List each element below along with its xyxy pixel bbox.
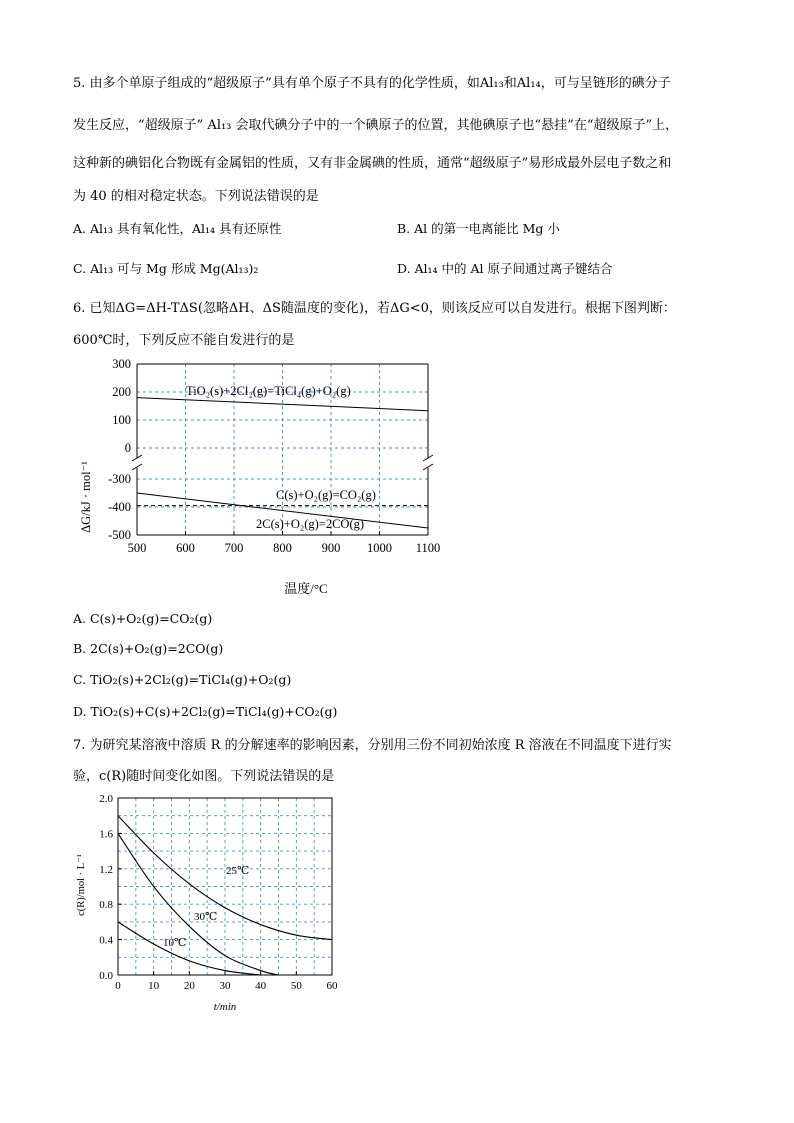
chart2-label-10c: 10℃ <box>163 937 187 949</box>
chart2-xtick-10: 10 <box>148 980 160 992</box>
chart2-ytick-0.4: 0.4 <box>99 934 113 947</box>
q6-line-1: 6. 已知ΔG=ΔH-TΔS(忽略ΔH、ΔS随温度的变化)，若ΔG<0，则该反应可以自发进行。根据下图判断： <box>73 301 676 316</box>
q5-line-2: 发生反应，“超级原子” Al₁₃ 会取代碘分子中的一个碘原子的位置，其他碘原子也“悬挂”在“超级原子”上， <box>73 118 679 133</box>
chart1-ytick--500: -500 <box>108 528 131 542</box>
chart2-ytick-1.6: 1.6 <box>99 828 113 841</box>
chart1-ytick--400: -400 <box>108 500 131 514</box>
chart1-xtick-500: 500 <box>127 541 147 555</box>
q6-option-c: C. TiO₂(s)+2Cl₂(g)=TiCl₄(g)+O₂(g) <box>73 672 292 687</box>
q5-option-b: B. Al 的第一电离能比 Mg 小 <box>397 221 560 236</box>
q6-line-2: 600℃时，下列反应不能自发进行的是 <box>73 333 295 348</box>
chart2-ytick-1.2: 1.2 <box>99 863 113 876</box>
chart2-ytick-0.0: 0.0 <box>99 970 113 982</box>
q7-line-2: 验，c(R)随时间变化如图。下列说法错误的是 <box>73 769 335 784</box>
chart2-label-25c: 25℃ <box>226 865 250 877</box>
chart1-xtick-700: 700 <box>224 541 244 555</box>
q5-option-c: C. Al₁₃ 可与 Mg 形成 Mg(Al₁₃)₂ <box>73 261 259 276</box>
chart1-ytick-0: 0 <box>124 441 131 455</box>
chart1-ylabel: ΔG/kJ · mol⁻¹ <box>79 461 93 533</box>
chart2-xtick-60: 60 <box>326 980 338 992</box>
chart1-xtick-1000: 1000 <box>367 541 392 555</box>
chart1-ytick-300: 300 <box>112 357 131 371</box>
chart1-xtick-1100: 1100 <box>415 541 441 555</box>
chart2-xtick-30: 30 <box>219 980 231 992</box>
delta-g-chart <box>70 352 460 602</box>
q6-option-d: D. TiO₂(s)+C(s)+2Cl₂(g)=TiCl₄(g)+CO₂(g) <box>73 704 338 719</box>
q5-option-a: A. Al₁₃ 具有氧化性，Al₁₄ 具有还原性 <box>73 221 282 236</box>
chart1-label-co2: C(s)+O₂(g)=CO₂(g) <box>276 488 376 502</box>
chart2-xtick-20: 20 <box>183 980 195 992</box>
q5-option-d: D. Al₁₄ 中的 Al 原子间通过离子键结合 <box>397 261 613 276</box>
q6-option-b: B. 2C(s)+O₂(g)=2CO(g) <box>73 641 224 656</box>
chart1-xtick-600: 600 <box>176 541 195 555</box>
chart1-xlabel: 温度/°C <box>284 581 328 596</box>
q5-line-1: 5. 由多个单原子组成的“超级原子”具有单个原子不具有的化学性质，如Al₁₃和Al₁₄，可与呈链形的碘分子 <box>73 76 671 91</box>
chart1-ytick--300: -300 <box>108 472 131 486</box>
q7-line-1: 7. 为研究某溶液中溶质 R 的分解速率的影响因素，分别用三份不同初始浓度 R 溶液在不同温度下进行实 <box>73 738 672 753</box>
chart2-ticks <box>99 793 338 992</box>
chart2-xtick-40: 40 <box>255 980 267 992</box>
chart1-label-co: 2C(s)+O₂(g)=2CO(g) <box>256 517 365 531</box>
chart2-ytick-0.8: 0.8 <box>99 899 113 912</box>
chart1-label-ticl4: TiO₂(s)+2Cl₂(g)=TiCl₄(g)+O₂(g) <box>186 384 351 398</box>
concentration-chart <box>70 788 350 1018</box>
chart2-ylabel: c(R)/mol · L⁻¹ <box>76 854 87 916</box>
chart2-xtick-0: 0 <box>115 980 121 992</box>
chart2-ytick-2.0: 2.0 <box>99 793 113 805</box>
chart1-ytick-100: 100 <box>112 413 131 427</box>
chart1-ytick-200: 200 <box>112 385 131 399</box>
chart1-xtick-800: 800 <box>273 541 292 555</box>
q6-option-a: A. C(s)+O₂(g)=CO₂(g) <box>73 611 213 626</box>
chart2-xlabel: t/min <box>213 1001 237 1013</box>
q5-line-3: 这种新的碘铝化合物既有金属铝的性质，又有非金属碘的性质，通常“超级原子”易形成最外层电子数之和 <box>73 156 672 171</box>
chart2-label-30c: 30℃ <box>194 911 218 923</box>
chart1-xtick-900: 900 <box>321 541 341 555</box>
chart2-xtick-50: 50 <box>290 980 302 992</box>
q5-line-4: 为 40 的相对稳定状态。下列说法错误的是 <box>73 189 319 204</box>
chart2-grid <box>118 798 332 975</box>
